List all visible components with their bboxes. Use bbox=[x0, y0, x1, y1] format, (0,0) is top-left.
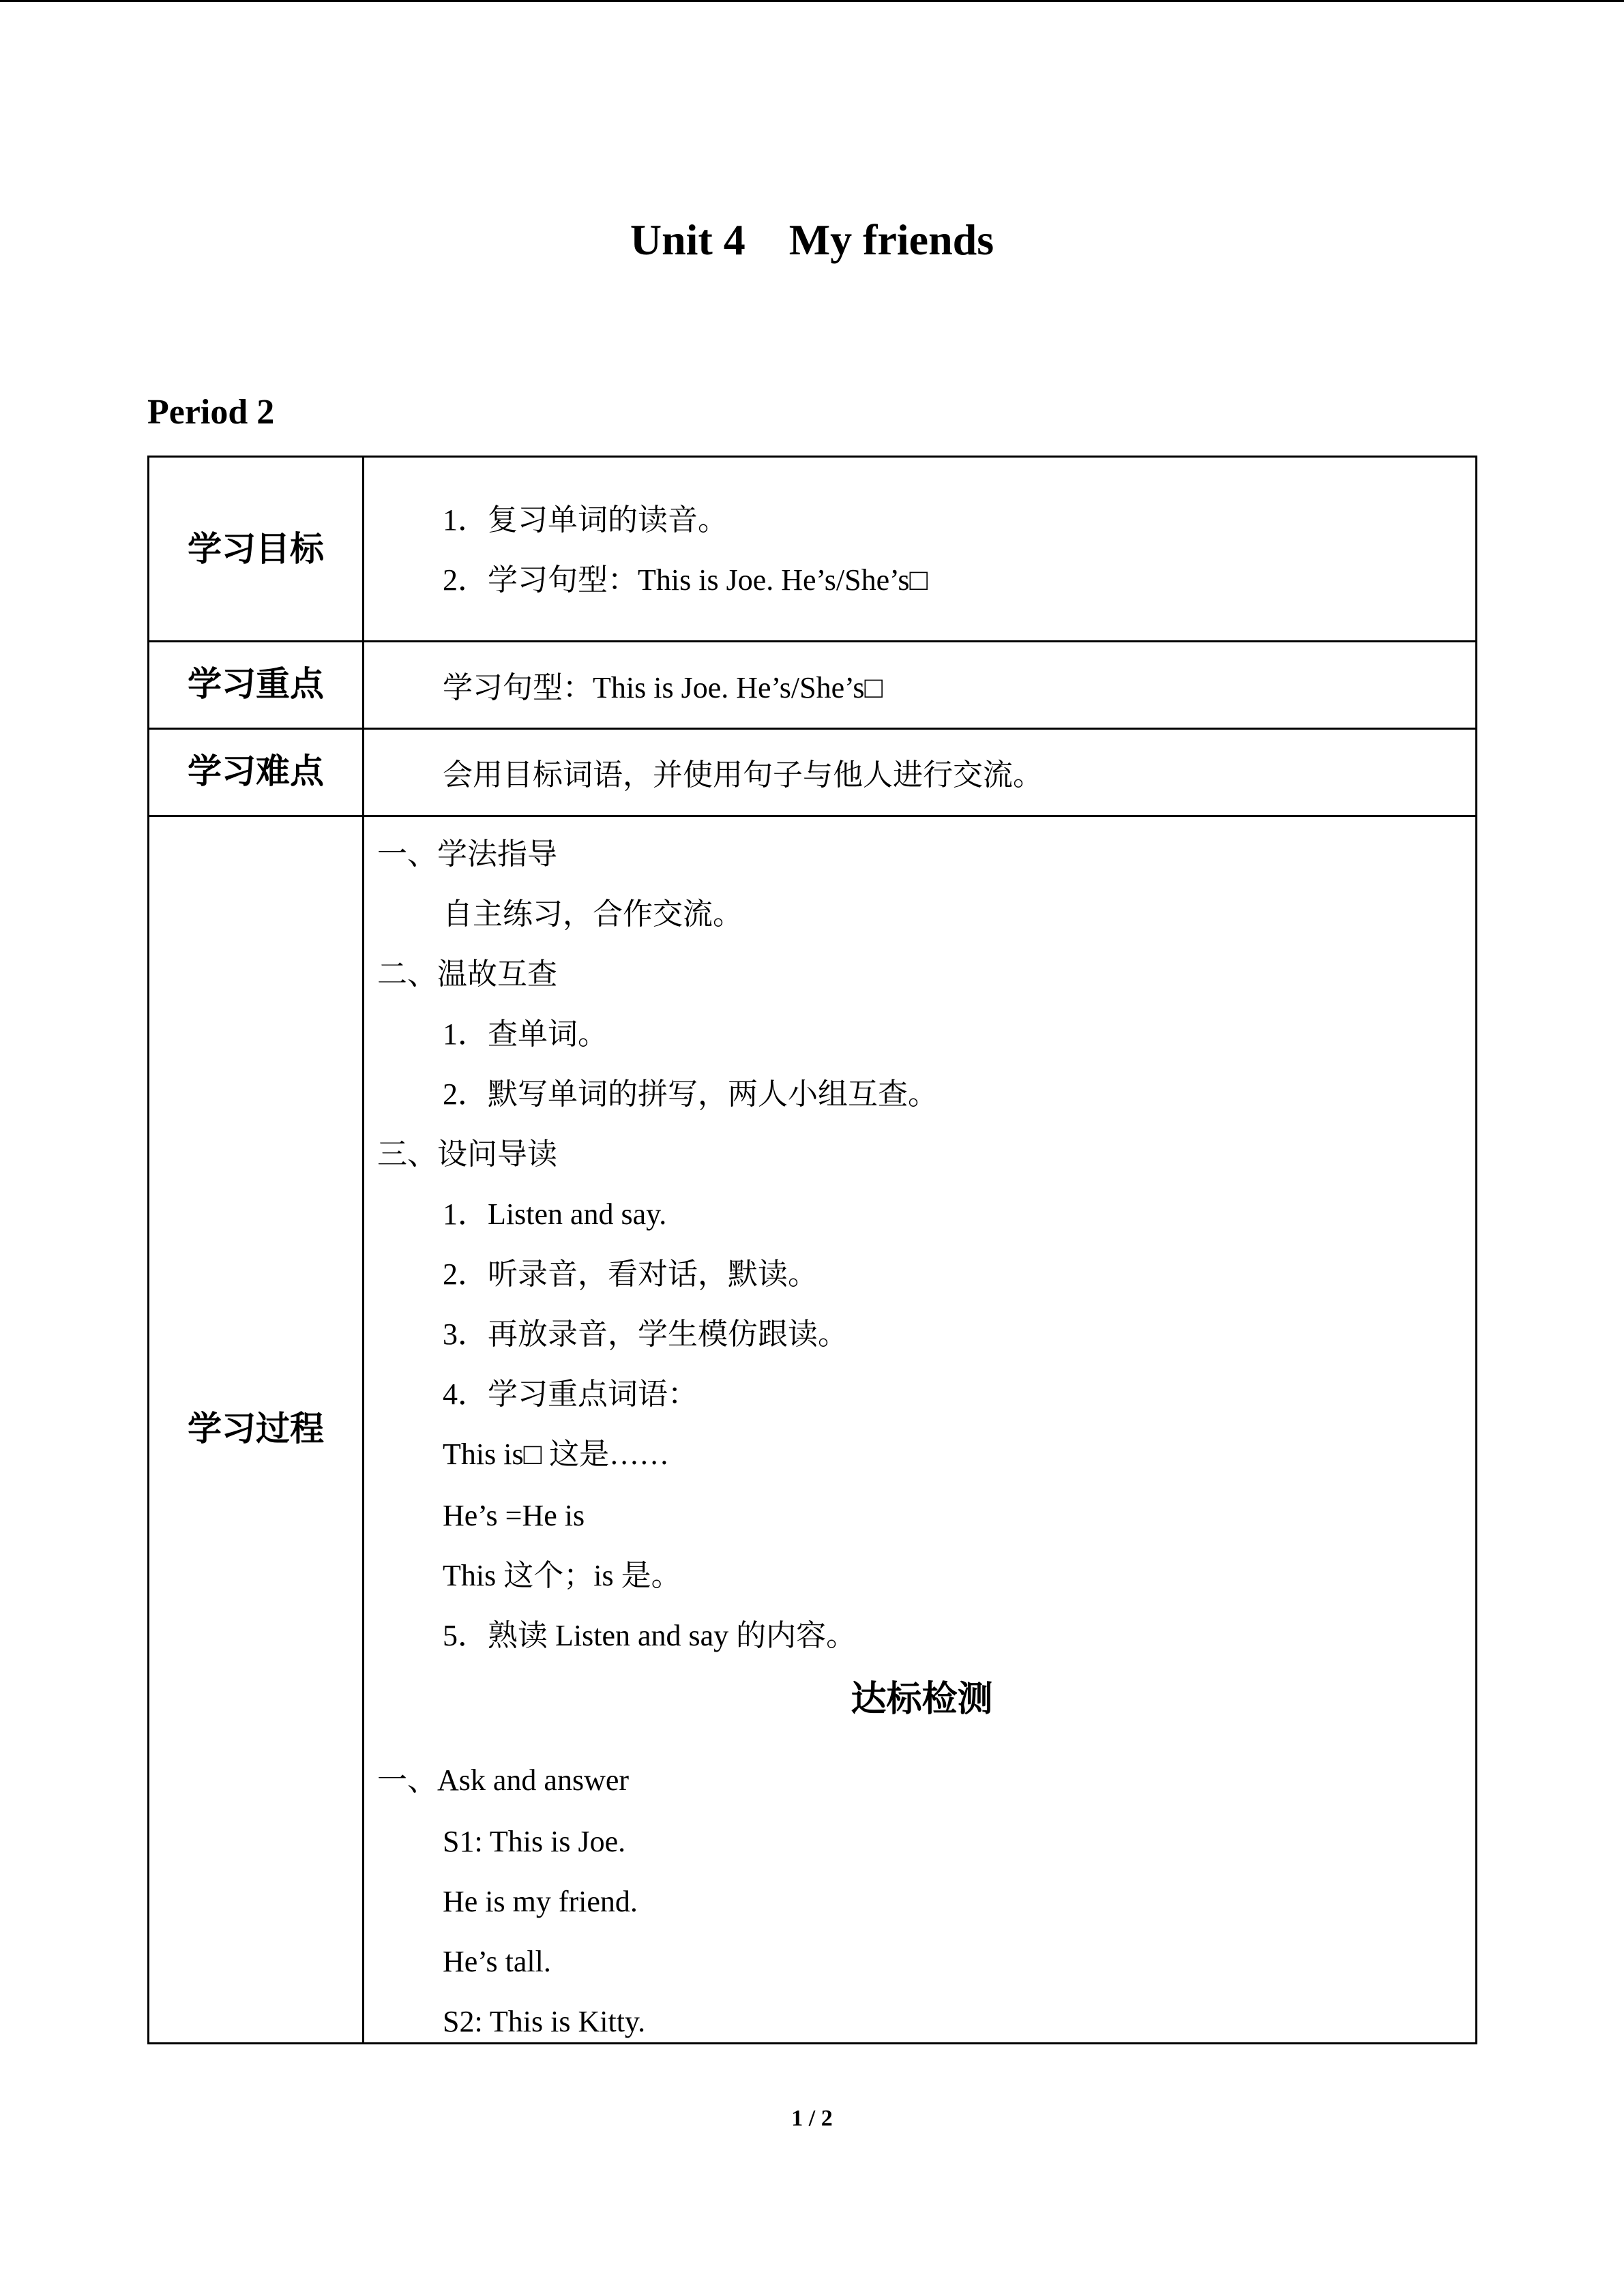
assessment-line: S1: This is Joe. bbox=[443, 1825, 626, 1858]
process-line: 3．再放录音，学生模仿跟读。 bbox=[443, 1317, 848, 1351]
process-line: 一、学法指导 bbox=[377, 837, 557, 871]
learning-goal-line: 2．学习句型：This is Joe. He’s/She’s□ bbox=[443, 563, 928, 597]
row-label-learning-goals: 学习目标 bbox=[188, 529, 324, 569]
process-line: 三、设问导读 bbox=[377, 1137, 557, 1171]
section-heading-assessment: 达标检测 bbox=[851, 1679, 993, 1720]
period-label: Period 2 bbox=[147, 393, 275, 432]
process-line: 1．查单词。 bbox=[443, 1017, 608, 1051]
page-top-border bbox=[0, 0, 1624, 2]
learning-goal-line: 1．复习单词的读音。 bbox=[443, 503, 728, 537]
assessment-line: He’s tall. bbox=[443, 1945, 551, 1978]
assessment-line: S2: This is Kitty. bbox=[443, 2005, 646, 2038]
difficulty-line: 会用目标词语，并使用句子与他人进行交流。 bbox=[443, 758, 1043, 792]
table-row-divider bbox=[149, 728, 1475, 730]
table-row-divider bbox=[149, 640, 1475, 642]
row-label-difficulties: 学习难点 bbox=[188, 751, 324, 791]
row-label-learning-process: 学习过程 bbox=[188, 1409, 324, 1448]
process-line: 2．默写单词的拼写，两人小组互查。 bbox=[443, 1077, 938, 1111]
table-column-divider bbox=[362, 458, 364, 2042]
row-label-key-points: 学习重点 bbox=[188, 664, 324, 704]
assessment-line: 一、Ask and answer bbox=[377, 1763, 630, 1797]
process-line: 4．学习重点词语： bbox=[443, 1377, 698, 1411]
key-point-line: 学习句型：This is Joe. He’s/She’s□ bbox=[443, 671, 883, 704]
page-number: 1 / 2 bbox=[791, 2106, 833, 2131]
process-line: 5．熟读 Listen and say 的内容。 bbox=[443, 1619, 857, 1652]
process-line: 1．Listen and say. bbox=[443, 1197, 667, 1231]
process-line: 二、温故互查 bbox=[377, 957, 557, 991]
assessment-line: He is my friend. bbox=[443, 1885, 638, 1918]
process-line: He’s =He is bbox=[443, 1499, 585, 1532]
document-title: Unit 4 My friends bbox=[630, 215, 994, 264]
process-line: 2．听录音，看对话，默读。 bbox=[443, 1257, 818, 1291]
lesson-table bbox=[147, 456, 1477, 2044]
process-line: This is□ 这是…… bbox=[443, 1437, 670, 1471]
table-row-divider bbox=[149, 815, 1475, 817]
process-line: 自主练习，合作交流。 bbox=[443, 897, 743, 931]
process-line: This 这个；is 是。 bbox=[443, 1559, 681, 1592]
